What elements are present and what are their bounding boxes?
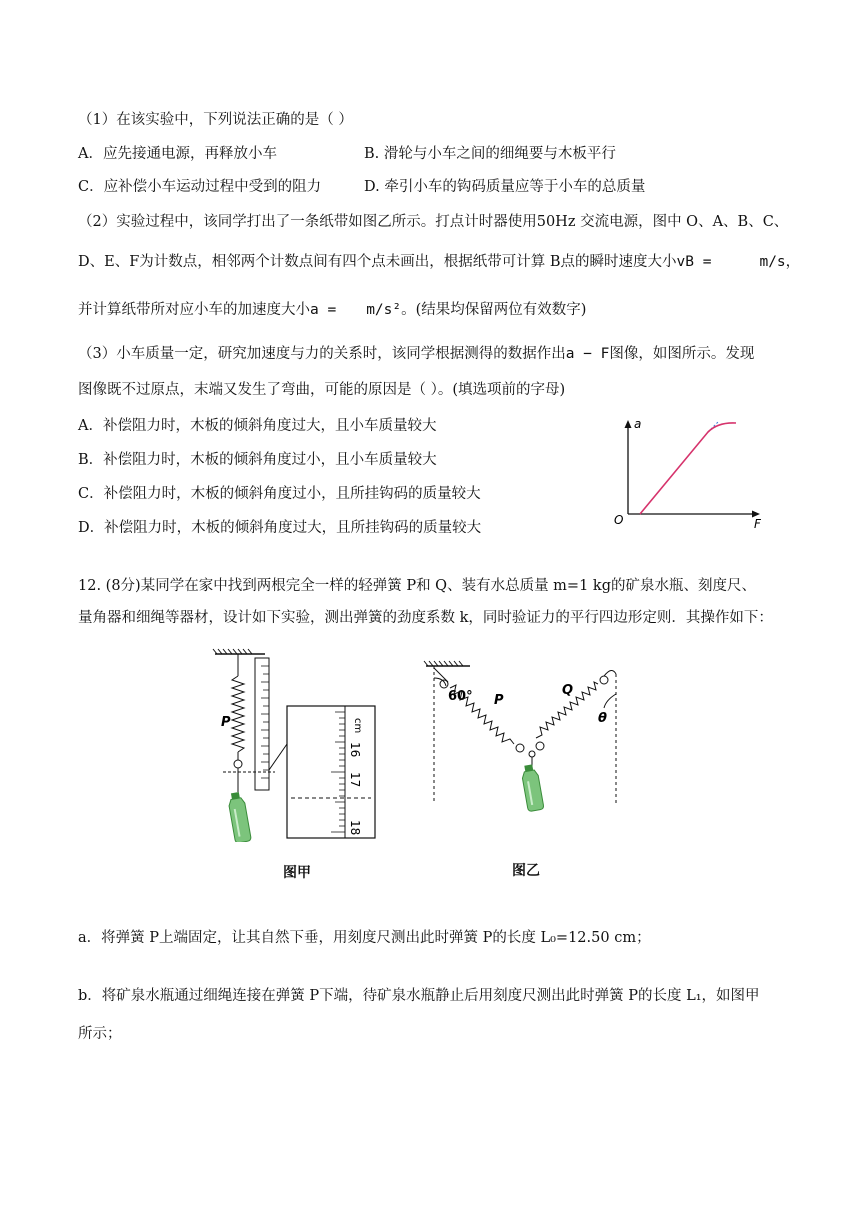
magnifier-connector bbox=[269, 706, 287, 770]
a-symbol: a = bbox=[310, 302, 337, 318]
spring-hook bbox=[234, 760, 242, 768]
spring-p-label: P bbox=[221, 715, 231, 730]
q11-part1-option-d: D. 牵引小车的钩码质量应等于小车的总质量 bbox=[364, 179, 646, 195]
q11-part3-line2: 图像既不过原点，末端又发生了弯曲，可能的原因是（ ）。(填选项前的字母) bbox=[78, 382, 566, 398]
q11-part2-tail: 。(结果均保留两位有效数字) bbox=[401, 302, 587, 318]
tick-16: 16 bbox=[348, 742, 362, 758]
q11-part2-line3 bbox=[78, 300, 586, 320]
q12-line2: 量角器和细绳等器材，设计如下实验，测出弹簧的劲度系数 k，同时验证力的平行四边形定则．其操作如下： bbox=[78, 610, 773, 626]
q11-part1-option-b: B. 滑轮与小车之间的细绳要与木板平行 bbox=[364, 146, 616, 162]
f-axis-label: F bbox=[754, 517, 761, 531]
step-b-line1: b．将矿泉水瓶通过细绳连接在弹簧 P下端，待矿泉水瓶静止后用刻度尺测出此时弹簧 P的长度 L₁，如图甲 bbox=[78, 988, 760, 1004]
q11-part1-option-c: C．应补偿小车运动过程中受到的阻力 bbox=[78, 179, 322, 195]
q11-part3-option-c: C．补偿阻力时，木板的倾斜角度过小，且所挂钩码的质量较大 bbox=[78, 486, 481, 502]
knot bbox=[529, 751, 535, 757]
spring-q-bottom-hook bbox=[536, 742, 544, 750]
q11-part1-option-a: A．应先接通电源，再释放小车 bbox=[78, 146, 277, 162]
figure-b-two-springs bbox=[420, 654, 630, 824]
spring-q-top-hook bbox=[600, 676, 608, 684]
q11-part3-line1-a: （3）小车质量一定，研究加速度与力的关系时，该同学根据测得的数据作出 bbox=[78, 346, 566, 362]
bottle-b-body bbox=[521, 770, 544, 812]
q11-part3-line1 bbox=[78, 344, 754, 364]
figure-b-caption: 图乙 bbox=[512, 863, 540, 879]
figure-a-caption: 图甲 bbox=[283, 865, 311, 881]
tick-17: 17 bbox=[348, 772, 362, 788]
q11-part3-option-a: A．补偿阻力时，木板的倾斜角度过大，且小车质量较大 bbox=[78, 418, 437, 434]
theta-label: θ bbox=[598, 711, 607, 726]
a-axis-label: a bbox=[634, 417, 642, 431]
vb-unit: m/s， bbox=[759, 254, 801, 270]
unit-label: cm bbox=[352, 718, 363, 734]
q11-part1-stem: （1）在该实验中，下列说法正确的是（ ） bbox=[78, 112, 353, 128]
step-b-line2: 所示； bbox=[78, 1026, 122, 1042]
a-f-symbol: a − F bbox=[565, 346, 610, 362]
spring-q-label: Q bbox=[562, 683, 574, 698]
spring-q-top-wire bbox=[604, 670, 616, 676]
q11-part3-line1-b: 图像，如图所示。发现 bbox=[609, 346, 755, 362]
angle-60-label: 60° bbox=[448, 689, 473, 704]
water-bottle-b bbox=[520, 764, 544, 812]
theta-arc bbox=[604, 694, 616, 708]
q11-part2-line2-text: D、E、F为计数点，相邻两个计数点间有四个点未画出，根据纸带可计算 B点的瞬时速度大小 bbox=[78, 254, 677, 270]
a-axis-arrow bbox=[625, 420, 632, 428]
q11-part2-line1: （2）实验过程中，该同学打出了一条纸带如图乙所示。打点计时器使用50Hz 交流电源，图中 O、A、B、C、 bbox=[78, 214, 789, 230]
q12-line1: 12. (8分)某同学在家中找到两根完全一样的轻弹簧 P和 Q、装有水总质量 m=1 kg的矿泉水瓶、刻度尺、 bbox=[78, 578, 756, 594]
step-a: a．将弹簧 P上端固定，让其自然下垂，用刻度尺测出此时弹簧 P的长度 L₀=12.50 cm； bbox=[78, 930, 651, 946]
spring-p-label: P bbox=[494, 693, 504, 708]
a-f-graph bbox=[608, 412, 768, 532]
a-f-curve bbox=[640, 423, 736, 514]
a-unit: m/s² bbox=[366, 302, 402, 318]
q11-part2-line3-text: 并计算纸带所对应小车的加速度大小 bbox=[78, 302, 310, 318]
origin-label: O bbox=[614, 513, 624, 527]
q11-part3-option-b: B．补偿阻力时，木板的倾斜角度过小，且小车质量较大 bbox=[78, 452, 437, 468]
figure-a-spring-ruler bbox=[205, 646, 385, 842]
spring-p-bottom-hook bbox=[516, 744, 524, 752]
water-bottle bbox=[227, 791, 251, 842]
spring-coil bbox=[232, 676, 244, 752]
tick-18: 18 bbox=[348, 820, 362, 836]
vb-symbol: vB = bbox=[676, 254, 712, 270]
q11-part3-option-d: D．补偿阻力时，木板的倾斜角度过大，且所挂钩码的质量较大 bbox=[78, 520, 482, 536]
q11-part2-line2 bbox=[78, 252, 800, 272]
